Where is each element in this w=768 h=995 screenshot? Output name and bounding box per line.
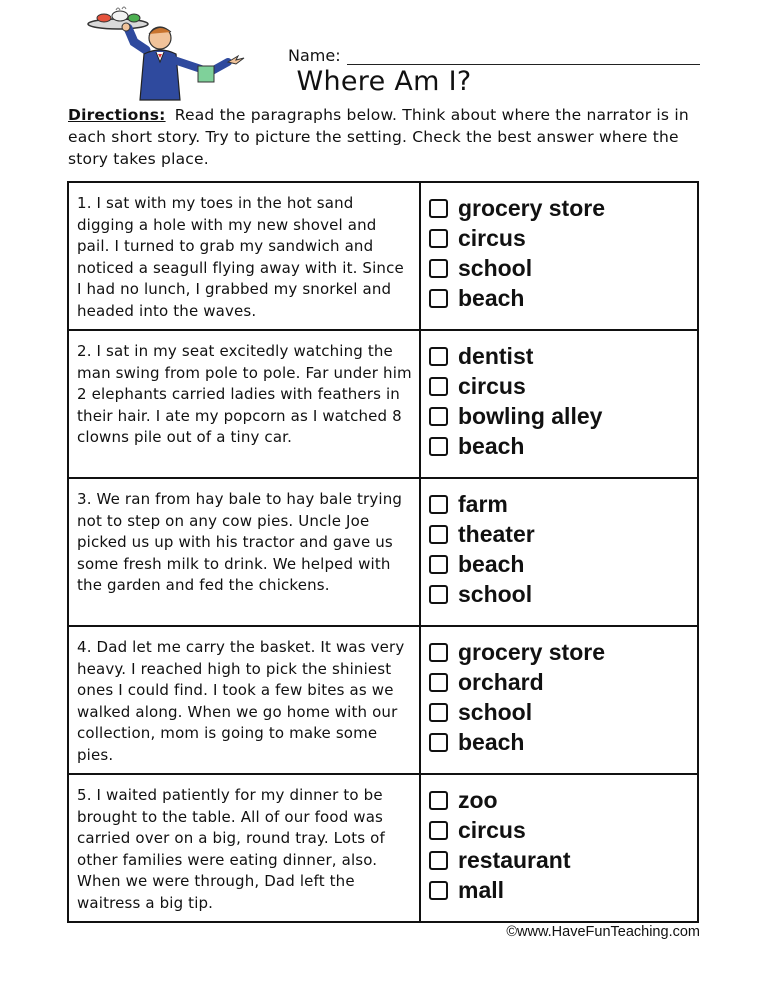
checkbox-icon[interactable]	[429, 525, 448, 544]
choice-label: grocery store	[458, 638, 606, 665]
choice-option[interactable]	[429, 341, 697, 371]
name-label: Name:	[288, 46, 341, 65]
choice-label: restaurant	[458, 846, 571, 873]
checkbox-icon[interactable]	[429, 377, 448, 396]
choice-option[interactable]	[429, 697, 697, 727]
choice-label: dentist	[458, 342, 534, 369]
name-line[interactable]	[347, 48, 700, 65]
page-title: Where Am I?	[296, 66, 472, 97]
choice-label: school	[458, 698, 533, 725]
checkbox-icon[interactable]	[429, 495, 448, 514]
choice-option[interactable]	[429, 431, 697, 461]
choice-label: theater	[458, 520, 535, 547]
choice-option[interactable]	[429, 193, 697, 223]
question-row	[69, 183, 697, 329]
question-4-choices	[421, 627, 697, 773]
choice-option[interactable]	[429, 253, 697, 283]
choice-label: beach	[458, 432, 525, 459]
choice-label: orchard	[458, 668, 544, 695]
choice-option[interactable]	[429, 579, 697, 609]
checkbox-icon[interactable]	[429, 851, 448, 870]
checkbox-icon[interactable]	[429, 199, 448, 218]
choice-option[interactable]	[429, 549, 697, 579]
question-2-choices	[421, 331, 697, 477]
choice-label: beach	[458, 550, 525, 577]
choice-label: school	[458, 254, 533, 281]
question-row	[69, 625, 697, 773]
question-3-choices	[421, 479, 697, 625]
question-2-story: 2. I sat in my seat excitedly watching the man swing from pole to pole. Far under him 2 elephants carried ladies with feathers in their hair. I ate my popcorn as I watched 8 clowns pile out of a tiny car.	[69, 331, 421, 477]
choice-option[interactable]	[429, 727, 697, 757]
question-5-choices	[421, 775, 697, 921]
choice-option[interactable]	[429, 637, 697, 667]
checkbox-icon[interactable]	[429, 585, 448, 604]
question-4-story: 4. Dad let me carry the basket. It was very heavy. I reached high to pick the shiniest ones I could find. I took a few bites as we walked along. When we go home with our collection, mom is going to make some pies.	[69, 627, 421, 773]
question-row	[69, 477, 697, 625]
choice-option[interactable]	[429, 815, 697, 845]
choice-label: zoo	[458, 786, 498, 813]
directions	[68, 104, 708, 170]
checkbox-icon[interactable]	[429, 821, 448, 840]
choice-option[interactable]	[429, 489, 697, 519]
choice-option[interactable]	[429, 785, 697, 815]
checkbox-icon[interactable]	[429, 703, 448, 722]
choice-label: school	[458, 580, 533, 607]
checkbox-icon[interactable]	[429, 259, 448, 278]
choice-label: beach	[458, 728, 525, 755]
directions-label: Directions:	[68, 106, 166, 124]
question-table	[67, 181, 699, 923]
checkbox-icon[interactable]	[429, 643, 448, 662]
choice-option[interactable]	[429, 875, 697, 905]
copyright-footer: ©www.HaveFunTeaching.com	[506, 924, 700, 940]
question-row	[69, 329, 697, 477]
question-1-choices	[421, 183, 697, 329]
choice-option[interactable]	[429, 371, 697, 401]
name-field[interactable]	[288, 46, 700, 65]
checkbox-icon[interactable]	[429, 347, 448, 366]
checkbox-icon[interactable]	[429, 555, 448, 574]
choice-option[interactable]	[429, 519, 697, 549]
choice-option[interactable]	[429, 667, 697, 697]
checkbox-icon[interactable]	[429, 289, 448, 308]
directions-text: Read the paragraphs below. Think about where the narrator is in each short story. Try to picture the setting. Check the best answer where the story takes place.	[68, 106, 689, 168]
question-row	[69, 773, 697, 921]
checkbox-icon[interactable]	[429, 673, 448, 692]
checkbox-icon[interactable]	[429, 407, 448, 426]
checkbox-icon[interactable]	[429, 733, 448, 752]
choice-option[interactable]	[429, 401, 697, 431]
choice-label: farm	[458, 490, 508, 517]
choice-label: circus	[458, 224, 526, 251]
choice-label: grocery store	[458, 194, 606, 221]
choice-label: bowling alley	[458, 402, 603, 429]
checkbox-icon[interactable]	[429, 229, 448, 248]
choice-label: circus	[458, 372, 526, 399]
checkbox-icon[interactable]	[429, 437, 448, 456]
choice-option[interactable]	[429, 223, 697, 253]
choice-label: circus	[458, 816, 526, 843]
choice-option[interactable]	[429, 845, 697, 875]
question-1-story: 1. I sat with my toes in the hot sand digging a hole with my new shovel and pail. I turned to grab my sandwich and noticed a seagull flying away with it. Since I had no lunch, I grabbed my snorkel and headed into the waves.	[69, 183, 421, 329]
choice-label: mall	[458, 876, 505, 903]
question-5-story: 5. I waited patiently for my dinner to be brought to the table. All of our food was carried over on a big, round tray. Lots of other families were eating dinner, also. When we were through, Dad left the waitress a big tip.	[69, 775, 421, 921]
choice-option[interactable]	[429, 283, 697, 313]
checkbox-icon[interactable]	[429, 791, 448, 810]
question-3-story: 3. We ran from hay bale to hay bale trying not to step on any cow pies. Uncle Joe picked us up with his tractor and gave us some fresh milk to drink. We helped with the garden and fed the chickens.	[69, 479, 421, 625]
choice-label: beach	[458, 284, 525, 311]
checkbox-icon[interactable]	[429, 881, 448, 900]
